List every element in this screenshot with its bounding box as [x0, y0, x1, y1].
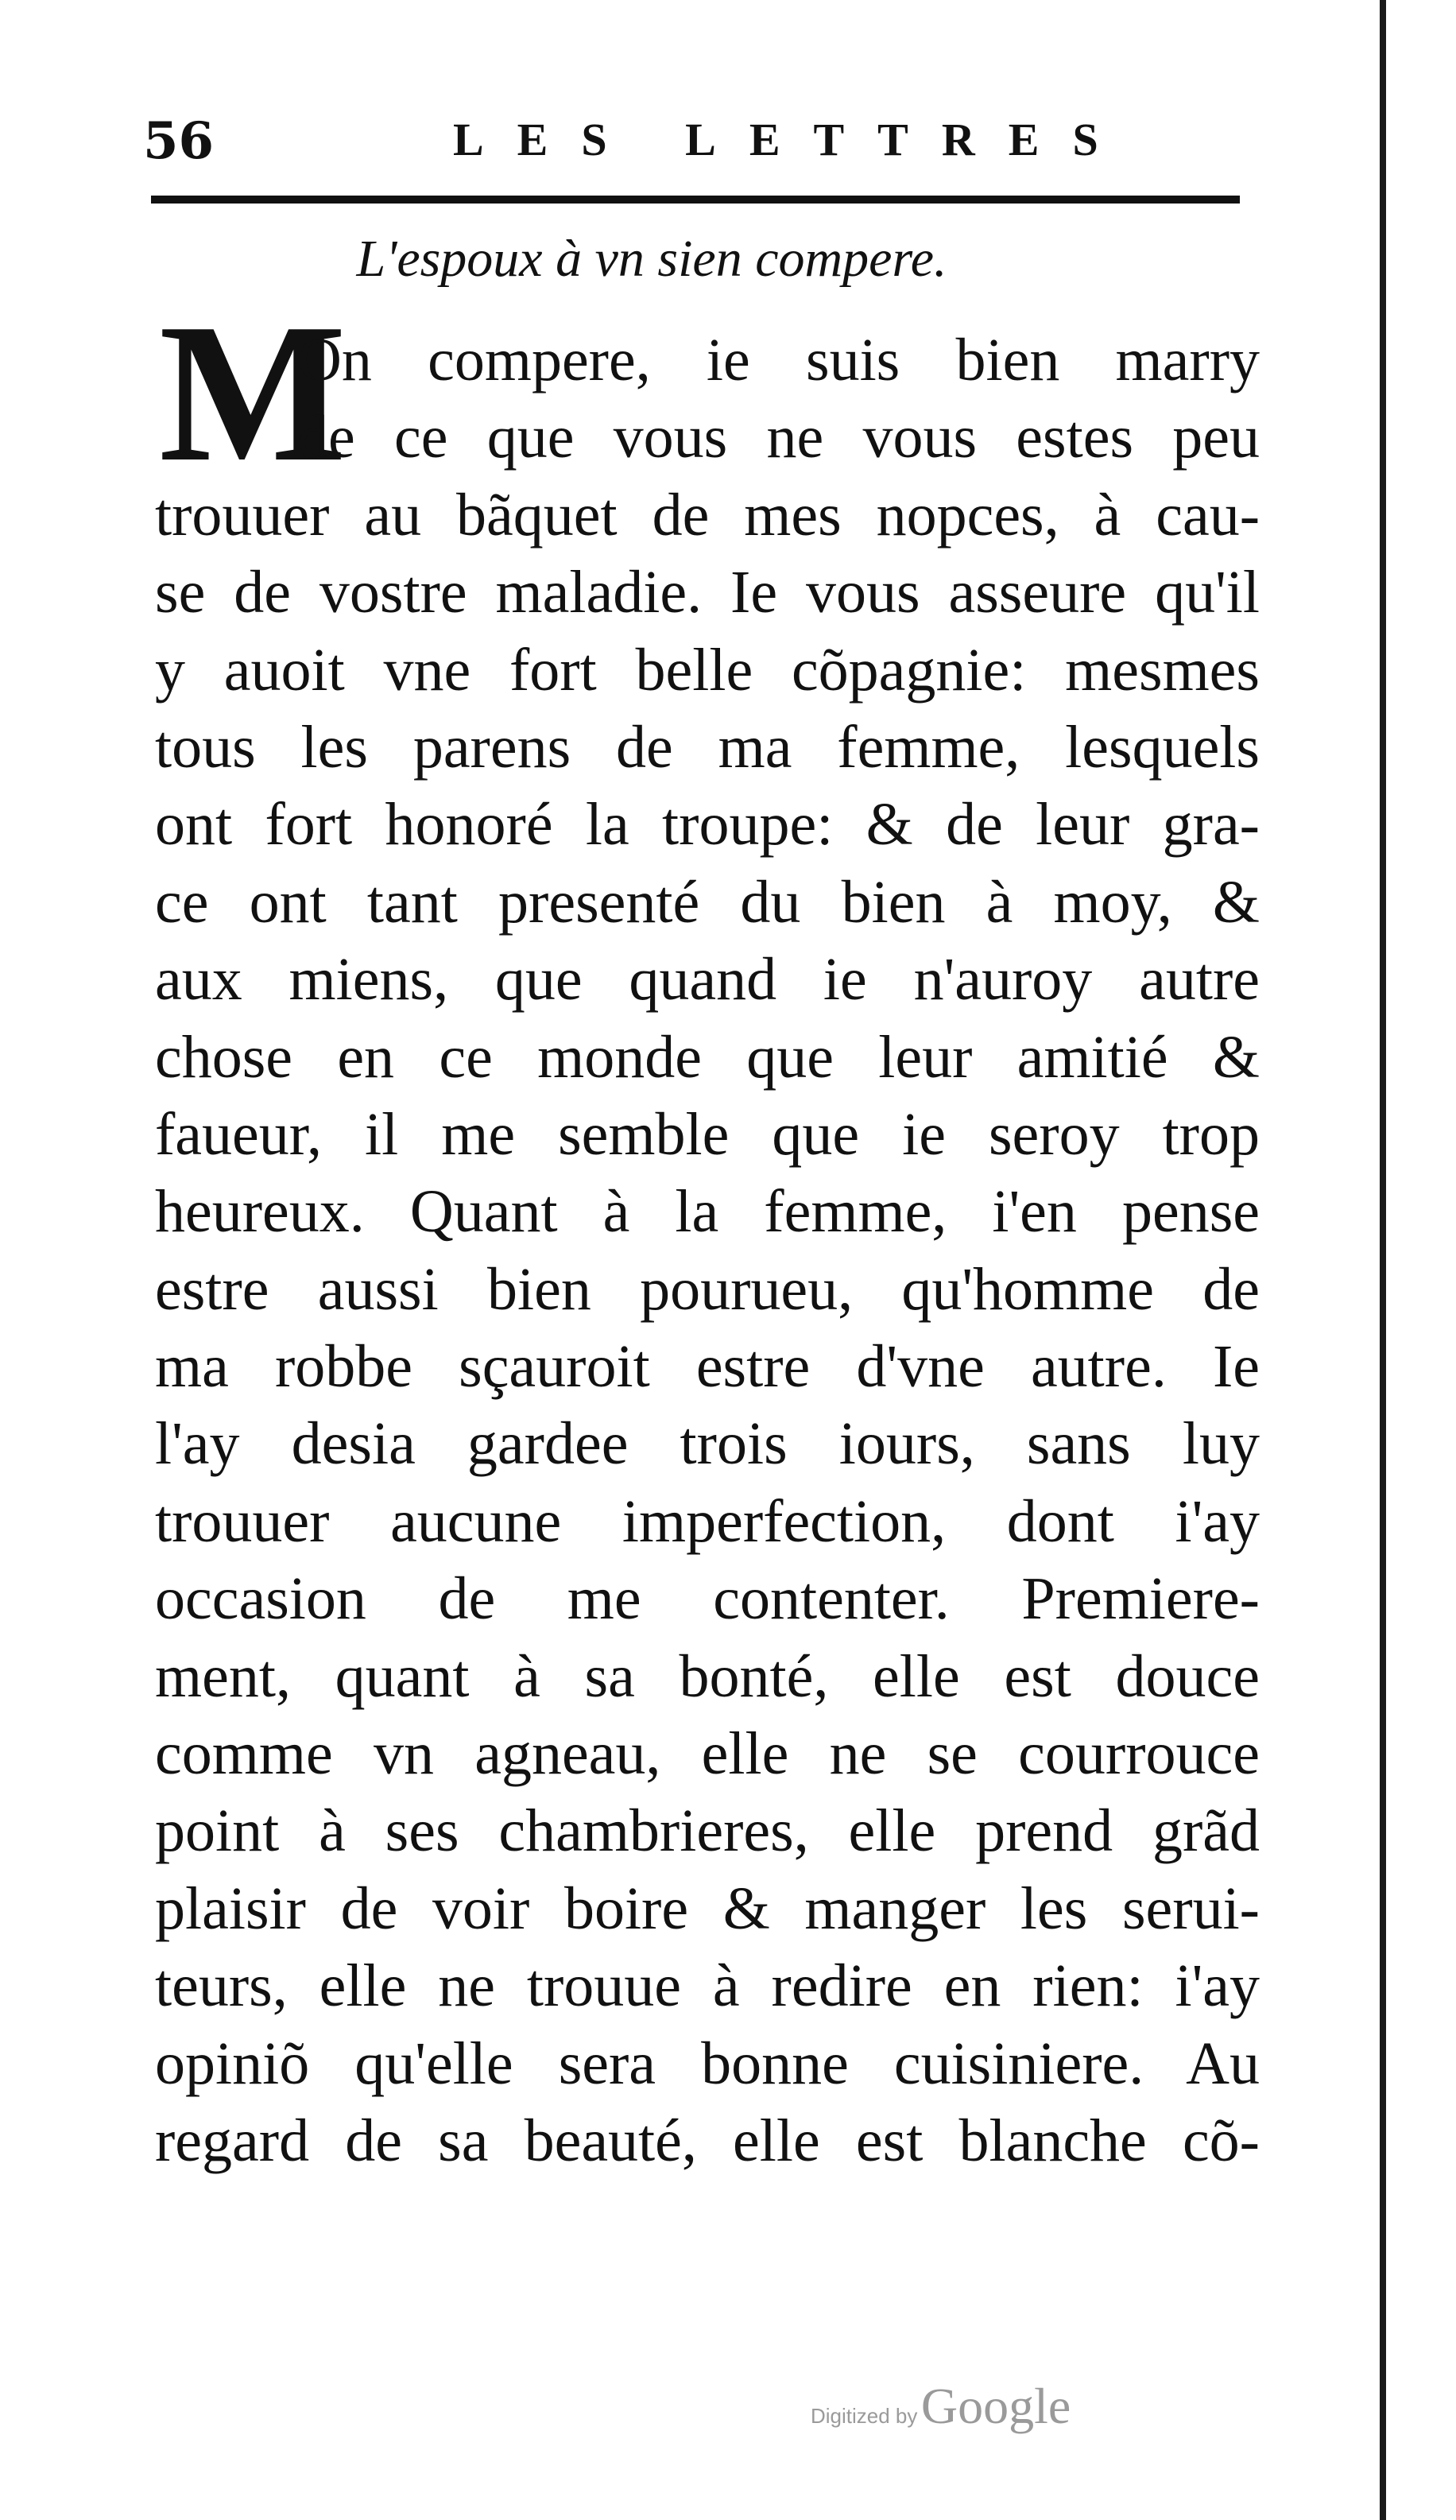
text-line: teurs, elle ne trouue à redire en rien: i'ay	[155, 1952, 1260, 2020]
text-line: chose en ce monde que leur amitié &	[155, 1023, 1260, 1091]
google-logo: Google	[920, 2378, 1071, 2434]
page-number: 56	[143, 111, 215, 171]
text-line: de ce que vous ne vous estes peu	[298, 404, 1260, 471]
drop-cap: M	[159, 283, 347, 503]
running-title: LES LETTRES	[453, 114, 1132, 165]
watermark-prefix: Digitized by	[811, 2404, 918, 2428]
text-line: ma robbe sçauroit estre d'vne autre. Ie	[155, 1333, 1260, 1401]
text-line: l'ay desia gardee trois iours, sans luy	[155, 1410, 1260, 1478]
page-edge-line	[1380, 0, 1386, 2520]
text-line: On compere, ie suis bien marry	[298, 327, 1260, 394]
letter-body	[155, 322, 1260, 2180]
text-line: ont fort honoré la troupe: & de leur gra-	[155, 791, 1260, 859]
text-line: comme vn agneau, elle ne se courrouce	[155, 1720, 1260, 1788]
text-line: estre aussi bien pourueu, qu'homme de	[155, 1255, 1260, 1323]
text-line: point à ses chambrieres, elle prend grãd	[155, 1797, 1260, 1865]
page-header	[143, 111, 1240, 183]
text-line: trouuer au bãquet de mes nopces, à cau-	[155, 481, 1260, 549]
header-rule	[151, 196, 1240, 204]
text-line: ment, quant à sa bonté, elle est douce	[155, 1642, 1260, 1710]
google-watermark	[811, 2377, 1071, 2436]
text-line: regard de sa beauté, elle est blanche cõ-	[155, 2107, 1260, 2174]
text-line: aux miens, que quand ie n'auroy autre	[155, 946, 1260, 1014]
text-line: occasion de me contenter. Premiere-	[155, 1565, 1260, 1633]
text-line: y auoit vne fort belle cõpagnie: mesmes	[155, 636, 1260, 704]
text-line: heureux. Quant à la femme, i'en pense	[155, 1178, 1260, 1246]
text-line: trouuer aucune imperfection, dont i'ay	[155, 1487, 1260, 1555]
text-line: faueur, il me semble que ie seroy trop	[155, 1100, 1260, 1168]
text-line: plaisir de voir boire & manger les serui-	[155, 1874, 1260, 1942]
text-line: se de vostre maladie. Ie vous asseure qu'il	[155, 559, 1260, 626]
text-line: tous les parens de ma femme, lesquels	[155, 713, 1260, 781]
text-line: ce ont tant presenté du bien à moy, &	[155, 868, 1260, 936]
text-line: opiniõ qu'elle sera bonne cuisiniere. Au	[155, 2030, 1260, 2097]
letter-heading: L'espoux à vn sien compere.	[356, 230, 947, 288]
